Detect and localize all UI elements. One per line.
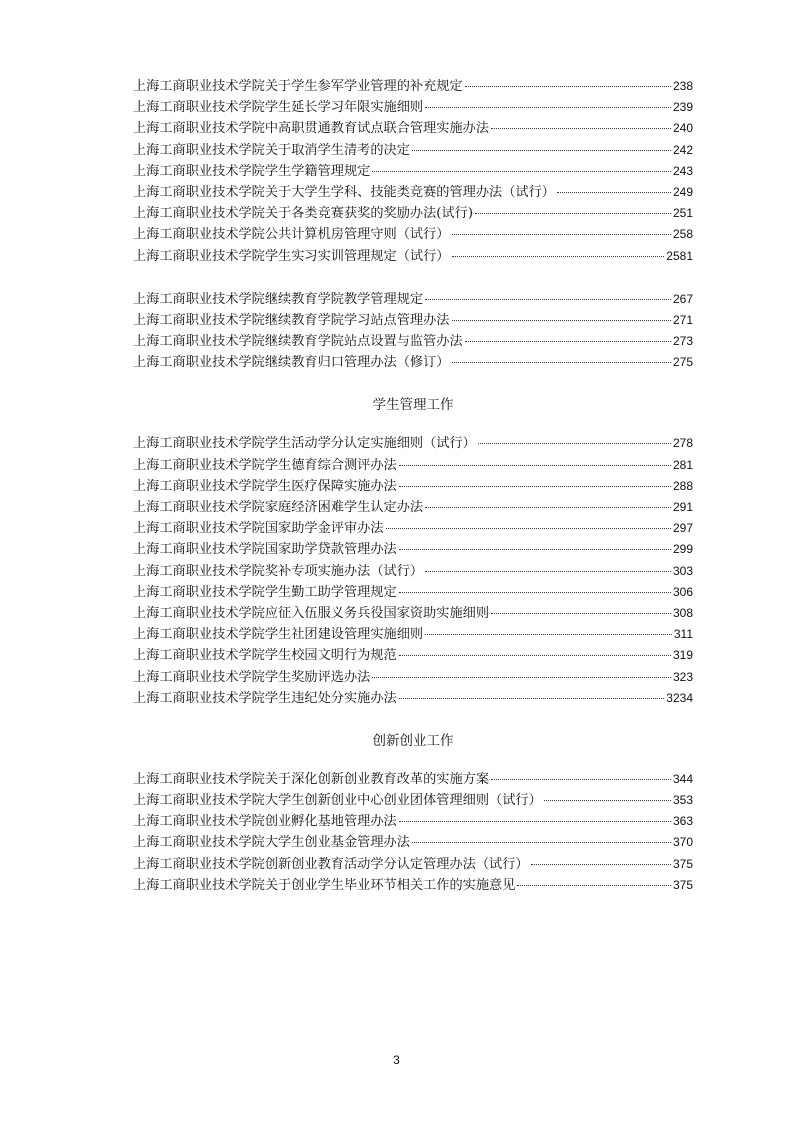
section-heading: 学生管理工作 <box>372 397 454 414</box>
toc-entry[interactable] <box>133 645 693 666</box>
toc-entry-title: 上海工商职业技术学院学生校园文明行为规范 <box>133 648 397 664</box>
toc-entry-title: 上海工商职业技术学院学生延长学习年限实施细则 <box>133 100 424 116</box>
toc-entry[interactable] <box>133 667 693 688</box>
toc-entry-page: 370 <box>672 835 693 850</box>
toc-entry-page: 311 <box>673 627 693 642</box>
toc-entry-title: 上海工商职业技术学院关于大学生学科、技能类竞赛的管理办法（试行） <box>133 184 555 200</box>
toc-entry-page: 303 <box>672 563 693 578</box>
toc-entry[interactable] <box>133 455 693 476</box>
toc-entry[interactable] <box>133 433 693 454</box>
toc-entry[interactable] <box>133 476 693 497</box>
dot-leader <box>425 571 671 572</box>
toc-entry-title: 上海工商职业技术学院学生德育综合测评办法 <box>133 457 397 473</box>
dot-leader <box>465 86 671 87</box>
toc-entry[interactable] <box>133 182 693 203</box>
toc-entry-page: 243 <box>672 163 693 178</box>
table-of-contents <box>133 76 693 896</box>
dot-leader <box>425 634 672 635</box>
dot-leader <box>557 192 671 193</box>
toc-entry-title: 上海工商职业技术学院创新创业教育活动学分认定管理办法（试行） <box>133 856 529 872</box>
toc-entry-title: 上海工商职业技术学院关于学生参军学业管理的补充规定 <box>133 79 463 94</box>
dot-leader <box>399 486 671 487</box>
toc-entry-page: 242 <box>672 142 693 157</box>
dot-leader <box>399 821 671 822</box>
toc-entry-page: 297 <box>672 521 693 536</box>
section-gap <box>133 373 693 395</box>
toc-entry-title: 上海工商职业技术学院关于取消学生清考的决定 <box>133 142 410 158</box>
toc-entry-page: 323 <box>672 669 693 684</box>
toc-entry-title: 上海工商职业技术学院学生社团建设管理实施细则 <box>133 627 424 643</box>
toc-entry[interactable] <box>133 811 693 832</box>
dot-leader <box>452 320 671 321</box>
dot-leader <box>475 213 671 214</box>
toc-entry[interactable] <box>133 76 693 97</box>
dot-leader <box>372 677 671 678</box>
toc-entry-page: 299 <box>672 542 693 557</box>
toc-entry[interactable] <box>133 161 693 182</box>
toc-entry-title: 上海工商职业技术学院中高职贯通教育试点联合管理实施办法 <box>133 121 490 137</box>
toc-entry-title: 上海工商职业技术学院应征入伍服义务兵役国家资助实施细则 <box>133 605 490 621</box>
toc-entry-title: 上海工商职业技术学院继续教育学院学习站点管理办法 <box>133 312 450 328</box>
toc-entry[interactable] <box>133 769 693 790</box>
toc-entry-title: 上海工商职业技术学院学生医疗保障实施办法 <box>133 478 397 494</box>
toc-entry-title: 上海工商职业技术学院关于创业学生毕业环节相关工作的实施意见 <box>133 877 516 893</box>
toc-entry[interactable] <box>133 875 693 896</box>
toc-entry-title: 上海工商职业技术学院大学生创新创业中心创业团体管理细则（试行） <box>133 793 542 809</box>
toc-entry-page: 273 <box>672 334 693 349</box>
toc-entry-title: 上海工商职业技术学院奖补专项实施办法（试行） <box>133 563 424 579</box>
toc-entry[interactable] <box>133 832 693 853</box>
dot-leader <box>399 592 671 593</box>
toc-entry-page: 238 <box>672 79 693 93</box>
dot-leader <box>399 698 665 699</box>
dot-leader <box>531 864 671 865</box>
toc-entry-page: 375 <box>672 877 693 892</box>
dot-leader <box>399 655 671 656</box>
toc-entry-title: 上海工商职业技术学院学生违纪处分实施办法 <box>133 690 397 706</box>
dot-leader <box>491 128 671 129</box>
section-gap <box>133 267 693 289</box>
toc-entry[interactable] <box>133 603 693 624</box>
toc-entry-title: 上海工商职业技术学院公共计算机房管理守则（试行） <box>133 227 450 243</box>
toc-entry[interactable] <box>133 331 693 352</box>
toc-entry-title: 上海工商职业技术学院学生学籍管理规定 <box>133 163 371 179</box>
toc-entry-page: 344 <box>672 771 693 786</box>
toc-entry[interactable] <box>133 790 693 811</box>
toc-entry-title: 上海工商职业技术学院学生实习实训管理规定（试行） <box>133 248 450 264</box>
toc-entry-page: 308 <box>672 605 693 620</box>
toc-entry-page: 281 <box>672 457 693 472</box>
toc-entry-page: 278 <box>672 436 693 451</box>
toc-entry-title: 上海工商职业技术学院继续教育归口管理办法（修订） <box>133 355 450 371</box>
toc-entry-page: 375 <box>672 856 693 871</box>
toc-entry[interactable] <box>133 140 693 161</box>
toc-entry-page: 249 <box>672 184 693 199</box>
toc-entry[interactable] <box>133 310 693 331</box>
toc-entry[interactable] <box>133 688 693 709</box>
dot-leader <box>544 800 671 801</box>
toc-entry-title: 上海工商职业技术学院创业孵化基地管理办法 <box>133 814 397 830</box>
toc-entry[interactable] <box>133 518 693 539</box>
dot-leader <box>425 107 671 108</box>
dot-leader <box>386 528 671 529</box>
toc-entry[interactable] <box>133 854 693 875</box>
toc-entry[interactable] <box>133 246 693 267</box>
toc-entry[interactable] <box>133 289 693 310</box>
toc-entry-title: 上海工商职业技术学院继续教育学院站点设置与监管办法 <box>133 334 463 350</box>
dot-leader <box>412 842 671 843</box>
toc-entry-title: 上海工商职业技术学院关于深化创新创业教育改革的实施方案 <box>133 771 490 787</box>
toc-entry[interactable] <box>133 352 693 373</box>
toc-entry-page: 258 <box>672 227 693 242</box>
toc-entry-page: 353 <box>672 793 693 808</box>
toc-entry-title: 上海工商职业技术学院继续教育学院教学管理规定 <box>133 291 424 307</box>
dot-leader <box>491 613 671 614</box>
toc-entry-page: 319 <box>672 648 693 663</box>
toc-entry-page: 288 <box>672 478 693 493</box>
toc-entry-page: 306 <box>672 584 693 599</box>
toc-entry[interactable] <box>133 97 693 118</box>
section-gap <box>133 751 693 769</box>
toc-entry-title: 上海工商职业技术学院关于各类竞赛获奖的奖励办法(试行) <box>133 206 473 222</box>
dot-leader <box>425 507 671 508</box>
toc-entry[interactable] <box>133 561 693 582</box>
toc-entry-page: 2581 <box>666 248 693 263</box>
dot-leader <box>478 443 671 444</box>
toc-entry-title: 上海工商职业技术学院家庭经济困难学生认定办法 <box>133 500 424 515</box>
toc-entry-page: 267 <box>672 291 693 306</box>
toc-entry-title: 上海工商职业技术学院大学生创业基金管理办法 <box>133 835 410 851</box>
toc-entry-title: 上海工商职业技术学院学生勤工助学管理规定 <box>133 584 397 600</box>
toc-entry[interactable] <box>133 203 693 224</box>
toc-entry[interactable] <box>133 224 693 245</box>
dot-leader <box>517 885 671 886</box>
toc-entry[interactable] <box>133 539 693 560</box>
toc-entry-page: 271 <box>672 312 693 327</box>
dot-leader <box>412 150 671 151</box>
dot-leader <box>452 362 671 363</box>
toc-entry[interactable] <box>133 624 693 645</box>
toc-entry-page: 239 <box>672 100 693 115</box>
page-number: 3 <box>393 1053 400 1067</box>
toc-entry[interactable] <box>133 118 693 139</box>
toc-entry-title: 上海工商职业技术学院学生活动学分认定实施细则（试行） <box>133 436 476 452</box>
toc-entry-page: 240 <box>672 121 693 136</box>
dot-leader <box>399 549 671 550</box>
dot-leader <box>452 256 665 257</box>
toc-entry-page: 251 <box>672 206 693 221</box>
section-gap <box>133 709 693 731</box>
dot-leader <box>399 465 671 466</box>
section-gap <box>133 415 693 433</box>
dot-leader <box>372 171 671 172</box>
toc-entry-page: 291 <box>672 500 693 514</box>
toc-entry[interactable] <box>133 582 693 603</box>
toc-entry-title: 上海工商职业技术学院国家助学金评审办法 <box>133 521 384 537</box>
toc-entry-title: 上海工商职业技术学院学生奖励评选办法 <box>133 669 371 685</box>
dot-leader <box>491 779 671 780</box>
toc-entry-page: 3234 <box>666 690 693 705</box>
toc-entry-page: 275 <box>672 355 693 370</box>
dot-leader <box>425 299 671 300</box>
dot-leader <box>452 234 671 235</box>
dot-leader <box>465 341 671 342</box>
toc-entry-title: 上海工商职业技术学院国家助学贷款管理办法 <box>133 542 397 558</box>
toc-entry[interactable] <box>133 497 693 518</box>
toc-entry-page: 363 <box>672 814 693 829</box>
section-heading: 创新创业工作 <box>372 732 454 749</box>
